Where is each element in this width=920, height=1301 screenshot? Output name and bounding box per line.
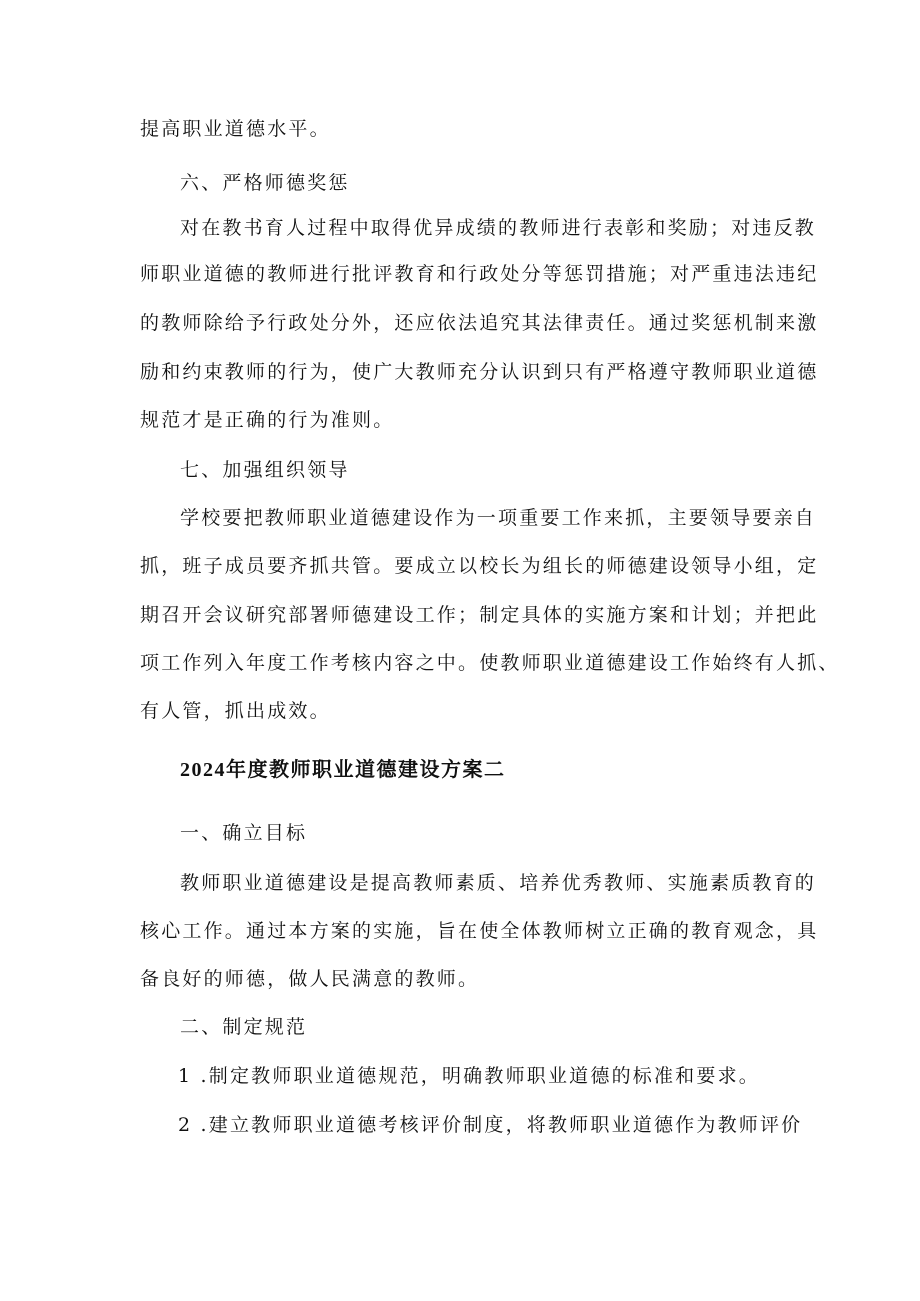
section-heading-one: 一、确立目标: [180, 822, 308, 844]
paragraph-line: 抓，班子成员要齐抓共管。要成立以校长为组长的师德建设领导小组，定: [140, 555, 819, 577]
paragraph-line: 项工作列入年度工作考核内容之中。使教师职业道德建设工作始终有人抓、: [140, 652, 840, 674]
document-title: 2024年度教师职业道德建设方案二: [180, 759, 506, 781]
paragraph-line: 对在教书育人过程中取得优异成绩的教师进行表彰和奖励；对违反教: [180, 217, 817, 239]
paragraph-line: 师职业道德的教师进行批评教育和行政处分等惩罚措施；对严重违法违纪: [140, 263, 819, 285]
paragraph-line: 教师职业道德建设是提高教师素质、培养优秀教师、实施素质教育的: [180, 872, 817, 894]
paragraph-line: 核心工作。通过本方案的实施，旨在使全体教师树立正确的教育观念，具: [140, 920, 819, 942]
numbered-item-1: 1 .制定教师职业道德规范，明确教师职业道德的标准和要求。: [178, 1065, 760, 1087]
numbered-item-2: 2 .建立教师职业道德考核评价制度，将教师职业道德作为教师评价: [178, 1114, 803, 1136]
paragraph-line: 提高职业道德水平。: [140, 118, 331, 140]
paragraph-line: 励和约束教师的行为，使广大教师充分认识到只有严格遵守教师职业道德: [140, 361, 819, 383]
section-heading-two: 二、制定规范: [180, 1016, 308, 1038]
paragraph-line: 备良好的师德，做人民满意的教师。: [140, 968, 480, 990]
paragraph-line: 期召开会议研究部署师德建设工作；制定具体的实施方案和计划；并把此: [140, 604, 819, 626]
paragraph-line: 学校要把教师职业道德建设作为一项重要工作来抓，主要领导要亲自: [180, 507, 817, 529]
section-heading-seven: 七、加强组织领导: [180, 459, 350, 481]
paragraph-line: 的教师除给予行政处分外，还应依法追究其法律责任。通过奖惩机制来激: [140, 312, 819, 334]
paragraph-line: 规范才是正确的行为准则。: [140, 409, 395, 431]
section-heading-six: 六、严格师德奖惩: [180, 172, 350, 194]
paragraph-line: 有人管，抓出成效。: [140, 700, 331, 722]
